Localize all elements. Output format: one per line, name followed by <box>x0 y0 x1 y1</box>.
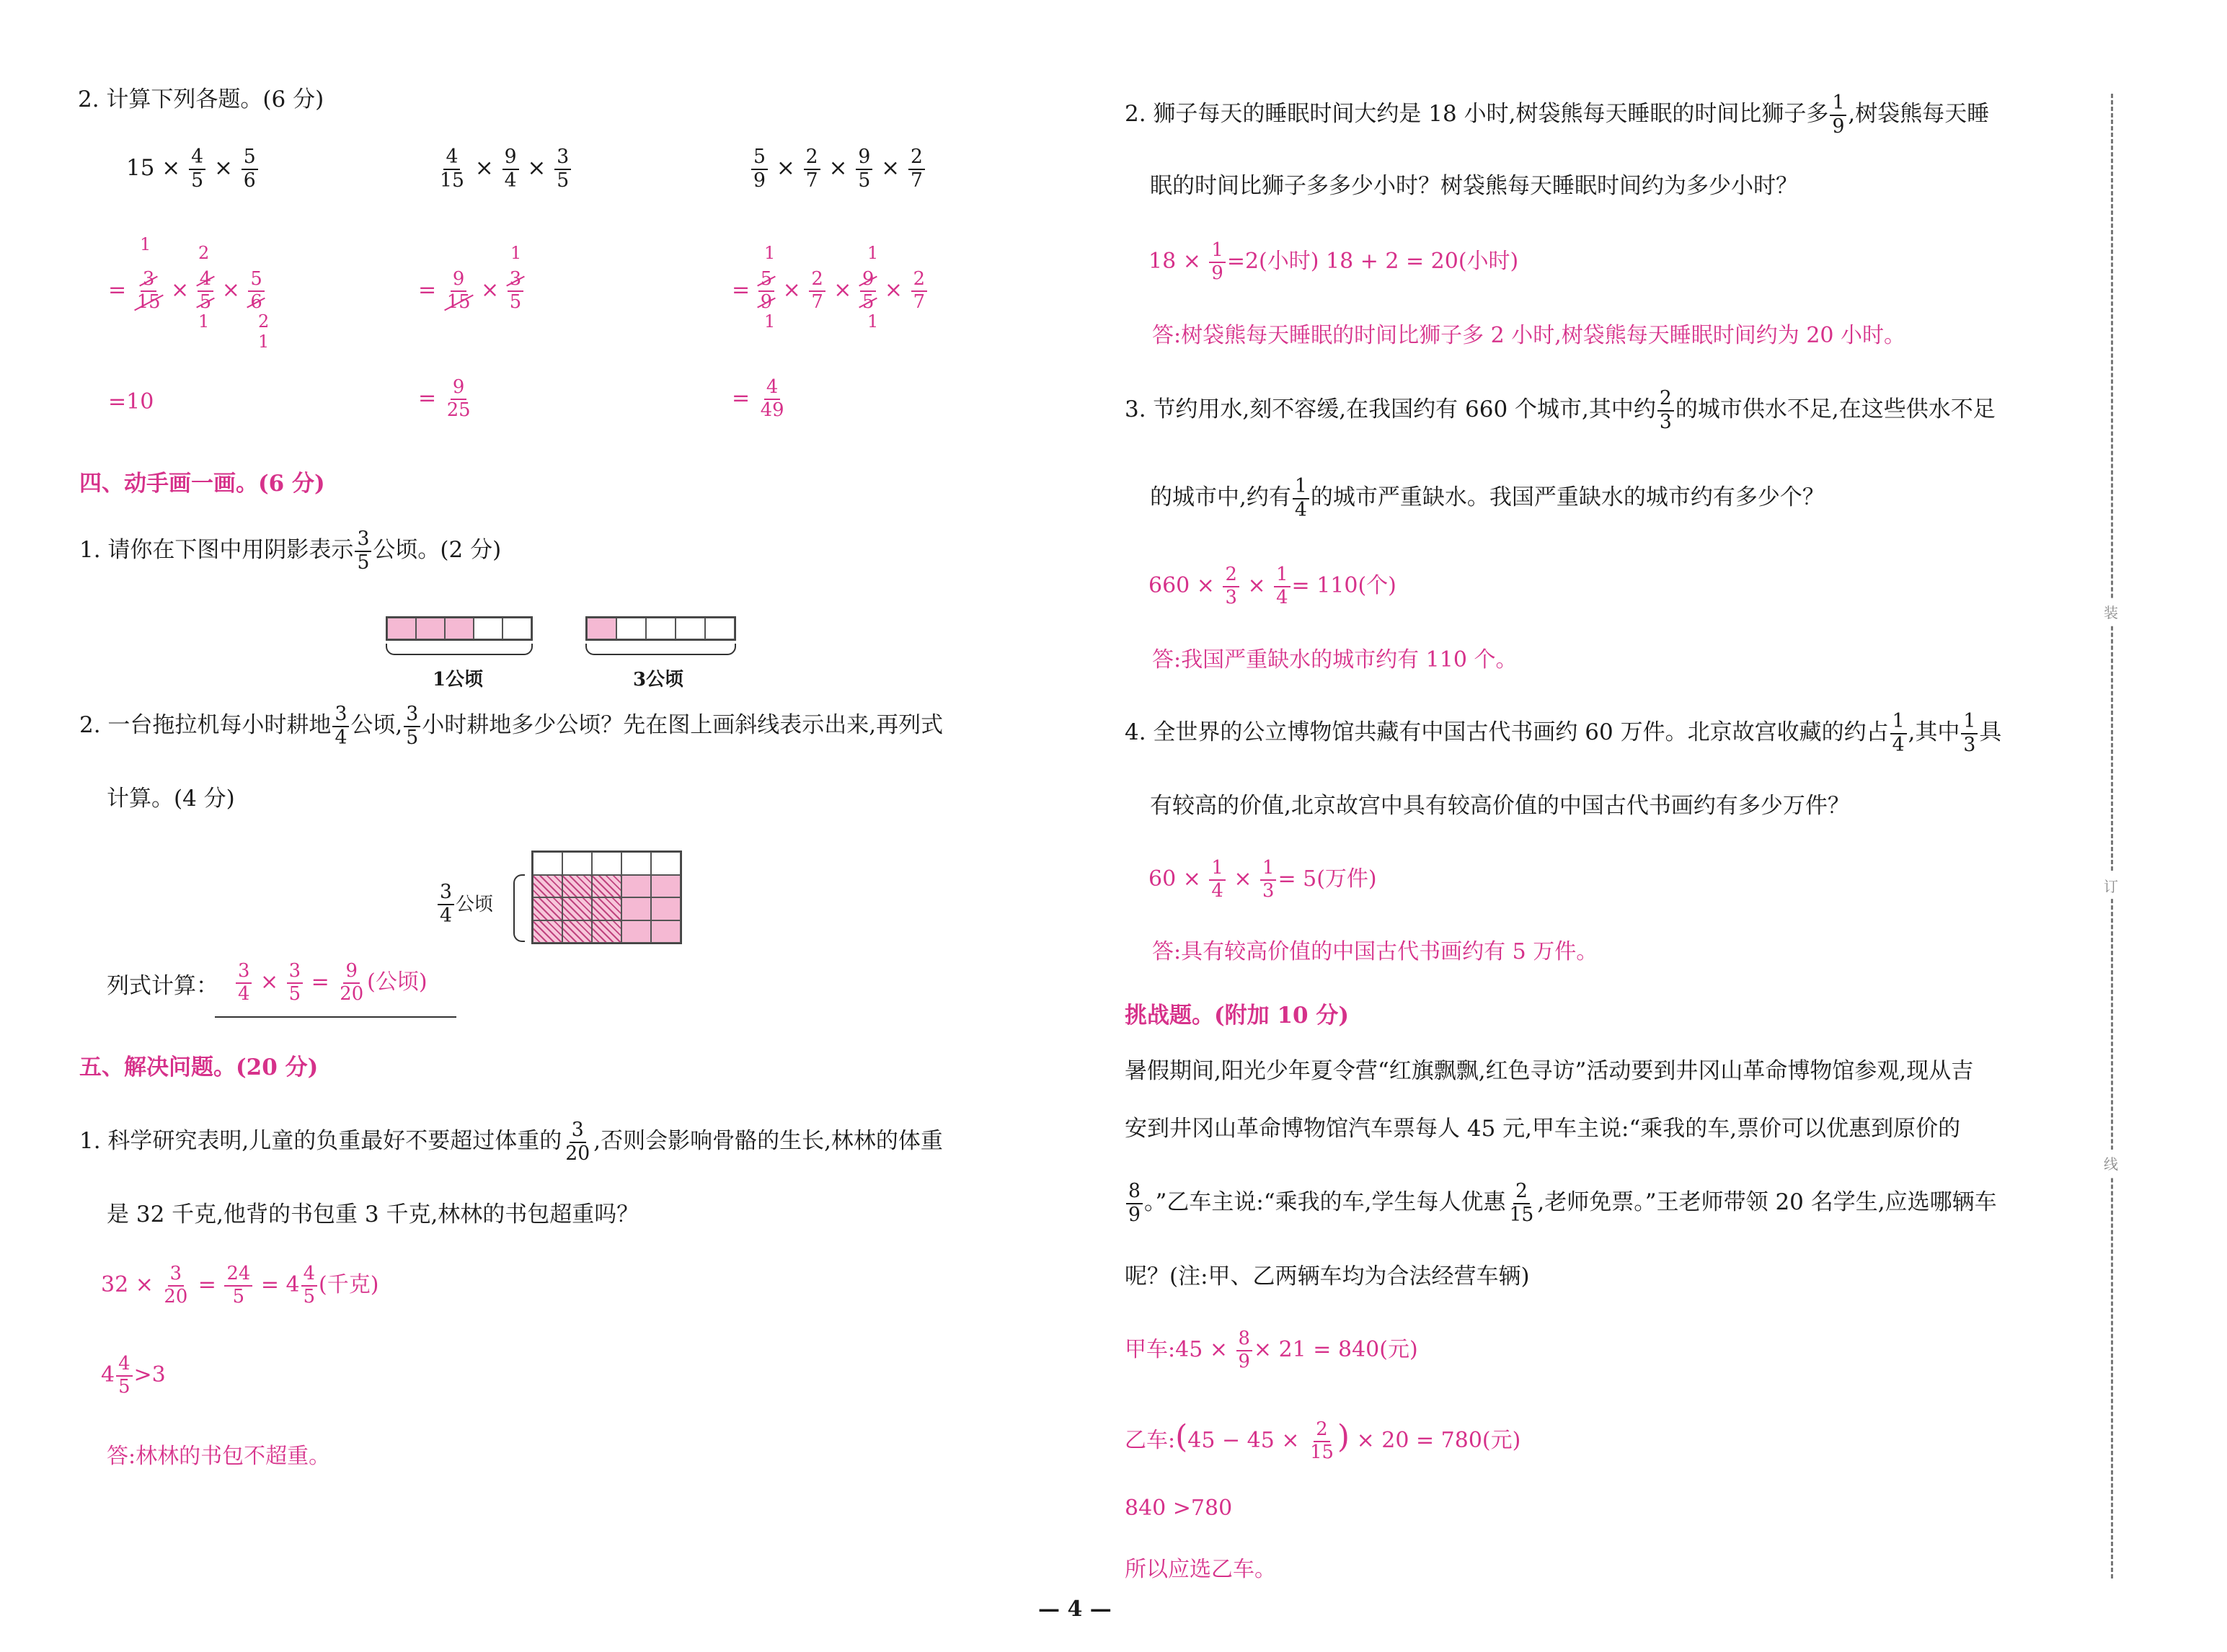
answer-5-1: 答:林林的书包不超重。 <box>107 1444 331 1469</box>
binding-mark: 订 <box>2104 872 2118 899</box>
question-5-3: 3. 节约用水,刻不容缓,在我国约有 660 个城市,其中约 $\frac{2}{3}$ 的城市供水不足,在这些供水不足 <box>1125 387 1996 433</box>
challenge-line-1: 暑假期间,阳光少年夏令营“红旗飘飘,红色寻访”活动要到井冈山革命博物馆参观,现从吉 <box>1125 1058 1974 1084</box>
question-5-3-line2: 的城市中,约有 $\frac{1}{4}$ 的城市严重缺水。我国严重缺水的城市约有多少个？ <box>1150 475 1825 521</box>
calc-heading: 2. 计算下列各题。(6 分) <box>78 86 324 112</box>
calc-problem-3: $\frac{5}{9}$ × $\frac{2}{7}$ × $\frac{9}{5}$ × $\frac{2}{7}$ <box>750 148 926 190</box>
formula-underline <box>215 1016 456 1018</box>
question-4-2: 2. 一台拖拉机每小时耕地 $\frac{3}{4}$ 公顷, $\frac{3}{5}$ 小时耕地多少公顷？先在图上画斜线表示出来,再列式 <box>79 703 944 749</box>
hectare-grid <box>531 851 682 944</box>
answer-5-2: 答:树袋熊每天睡眠的时间比狮子多 2 小时,树袋熊每天睡眠时间约为 20 小时。 <box>1152 323 1906 348</box>
calc-result-2: = $\frac{9}{25}$ <box>418 376 471 421</box>
calc-result-1: =10 <box>108 389 154 414</box>
cancel-mark: 1 <box>764 311 776 332</box>
answer-yi: 乙车:(45 − 45 × $\frac{2}{15}$ ) × 20 = 780(元) <box>1125 1418 1521 1463</box>
answer-5-1-calc: 32 × $\frac{3}{20}$ = $\frac{24}{5}$ = 4 $\frac{4}{5}$ (千克) <box>101 1263 379 1307</box>
cancel-mark: 1 <box>510 243 522 263</box>
bar-2-brace <box>585 644 736 655</box>
calc-work-3: = $\frac{5}{9}$ × $\frac{2}{7}$ × $\frac{9}{5}$ × $\frac{2}{7}$ <box>732 270 929 312</box>
bar-1-brace <box>386 644 533 655</box>
calc-work-1: = $\frac{3}{15}$ × $\frac{4}{5}$ × $\frac{5}{6}$ <box>108 270 266 312</box>
bar-2-label: 3公顷 <box>633 669 684 690</box>
question-5-1-line2: 是 32 千克,他背的书包重 3 千克,林林的书包超重吗？ <box>107 1202 639 1227</box>
bar-1-label: 1公顷 <box>433 669 484 690</box>
question-5-2: 2. 狮子每天的睡眠时间大约是 18 小时,树袋熊每天睡眠的时间比狮子多 $\frac{1}{9}$ ,树袋熊每天睡 <box>1125 92 1990 138</box>
question-5-4-line2: 有较高的价值,北京故宫中具有较高价值的中国古代书画约有多少万件？ <box>1150 793 1850 819</box>
binding-mark: 装 <box>2104 598 2118 625</box>
page-number: — 4 — <box>1038 1597 1112 1622</box>
calc-result-3: = $\frac{4}{49}$ <box>732 376 784 421</box>
grid-label: $\frac{3}{4}$ 公顷 <box>436 883 493 925</box>
cancel-mark: 2 <box>258 311 270 332</box>
question-5-1: 1. 科学研究表明,儿童的负重最好不要超过体重的 $\frac{3}{20}$ ,否则会影响骨骼的生长,林林的体重 <box>79 1119 943 1165</box>
answer-compare: 840 >780 <box>1125 1496 1233 1521</box>
cancel-mark: 1 <box>867 243 879 263</box>
question-5-4: 4. 全世界的公立博物馆共藏有中国古代书画约 60 万件。北京故宫收藏的约占 $\frac{1}{4}$ ,其中 $\frac{1}{3}$ 具 <box>1125 710 2002 756</box>
cancel-mark: 1 <box>764 243 776 263</box>
cancel-mark: 2 <box>198 243 210 263</box>
cancel-mark: 1 <box>198 311 210 332</box>
binding-mark: 线 <box>2104 1150 2118 1176</box>
answer-final: 所以应选乙车。 <box>1125 1557 1276 1582</box>
question-5-2-line2: 眠的时间比狮子多多少小时？树袋熊每天睡眠时间约为多少小时？ <box>1150 173 1798 199</box>
challenge-line-2: 安到井冈山革命博物馆汽车票每人 45 元,甲车主说:“乘我的车,票价可以优惠到原价的 <box>1125 1116 1961 1142</box>
formula-answer: $\frac{3}{4}$ × $\frac{3}{5}$ = $\frac{9}{20}$ (公顷) <box>234 962 428 1004</box>
section-4-heading: 四、动手画一画。(6 分) <box>79 471 325 497</box>
formula-label: 列式计算： <box>107 973 218 999</box>
cancel-mark: 1 <box>140 234 151 254</box>
answer-5-3-calc: 660 × $\frac{2}{3}$ × $\frac{1}{4}$ = 110(个) <box>1148 564 1396 608</box>
challenge-line-3: $\frac{8}{9}$ 。”乙车主说:“乘我的车,学生每人优惠 $\frac{2}{15}$ ,老师免票。”王老师带领 20 名学生,应选哪辆车 <box>1125 1182 1997 1225</box>
challenge-line-4: 呢？(注:甲、乙两辆车均为合法经营车辆) <box>1125 1264 1530 1289</box>
bar-3-hectare <box>585 616 736 641</box>
answer-5-3: 答:我国严重缺水的城市约有 110 个。 <box>1152 647 1518 672</box>
answer-jia: 甲车:45 × $\frac{8}{9}$ × 21 = 840(元) <box>1125 1328 1418 1372</box>
grid-brace <box>513 874 525 942</box>
answer-5-1-compare: 4 $\frac{4}{5}$ >3 <box>101 1353 166 1398</box>
cancel-mark: 1 <box>258 332 270 352</box>
binding-line <box>2111 94 2113 1578</box>
question-4-2-line2: 计算。(4 分) <box>107 786 235 812</box>
question-4-1: 1. 请你在下图中用阴影表示 $\frac{3}{5}$ 公顷。(2 分) <box>79 528 502 574</box>
cancel-mark: 1 <box>867 311 879 332</box>
answer-5-4-calc: 60 × $\frac{1}{4}$ × $\frac{1}{3}$ = 5(万件) <box>1148 857 1377 902</box>
calc-problem-1: 15 × $\frac{4}{5}$ × $\frac{5}{6}$ <box>126 148 260 190</box>
challenge-heading: 挑战题。(附加 10 分) <box>1125 1003 1350 1029</box>
calc-problem-2: $\frac{4}{15}$ × $\frac{9}{4}$ × $\frac{3}{5}$ <box>436 148 572 190</box>
answer-5-2-calc: 18 × $\frac{1}{9}$ =2(小时) 18 + 2 = 20(小时) <box>1148 239 1519 284</box>
bar-1-hectare <box>386 616 533 641</box>
section-5-heading: 五、解决问题。(20 分) <box>79 1054 319 1080</box>
calc-work-2: = $\frac{9}{15}$ × $\frac{3}{5}$ <box>418 270 525 312</box>
answer-5-4: 答:具有较高价值的中国古代书画约有 5 万件。 <box>1152 939 1598 964</box>
